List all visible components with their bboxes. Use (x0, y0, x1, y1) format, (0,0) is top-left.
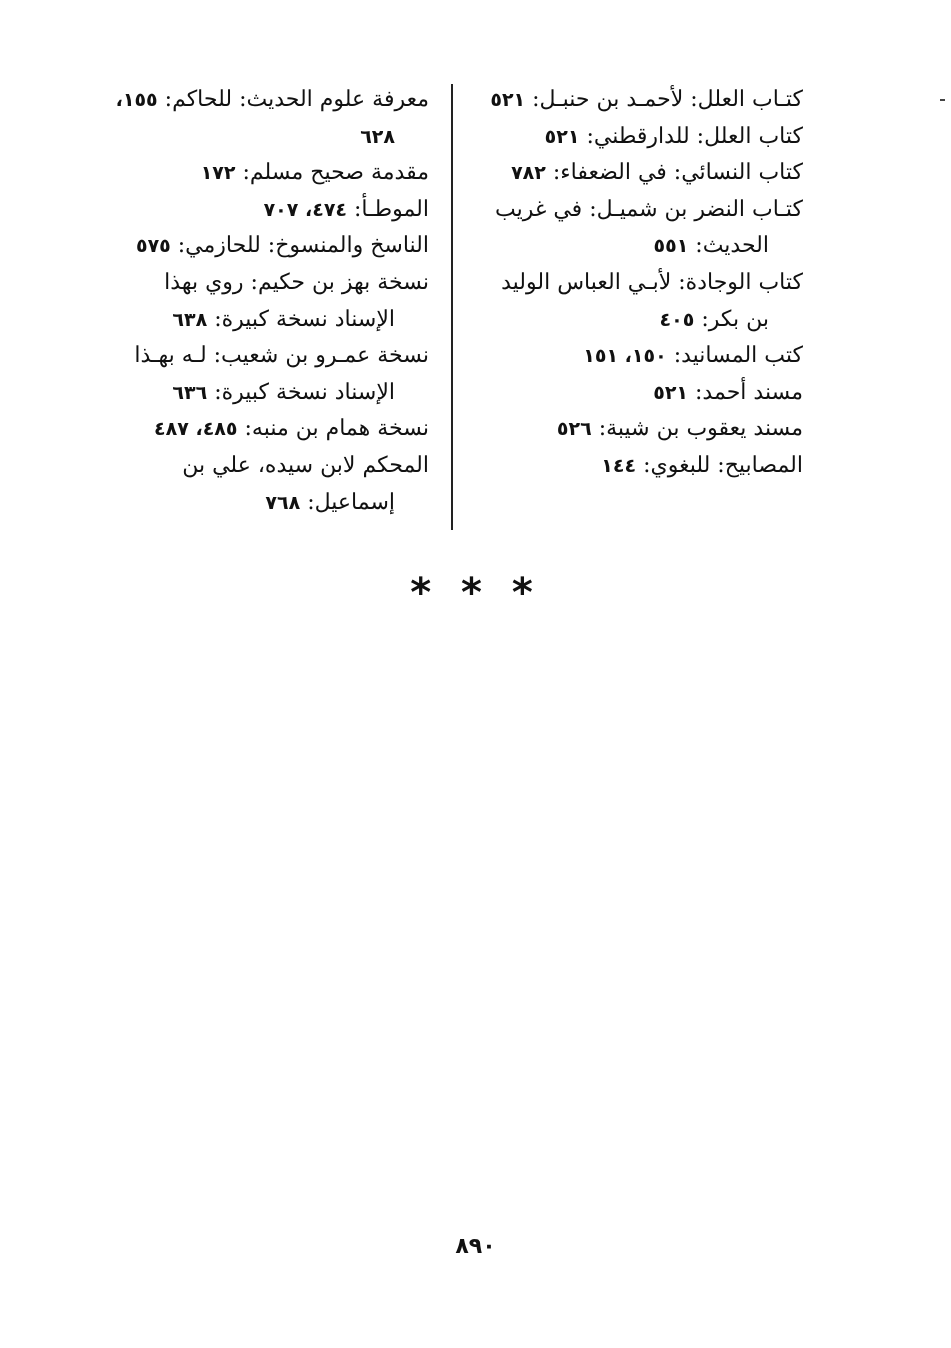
entry-title: مسند أحمد: (695, 379, 803, 405)
index-entry (107, 228, 429, 265)
entry-pages: ١٥٠، ١٥١ (583, 345, 667, 368)
page-number: ٨٩٠ (455, 1234, 496, 1259)
index-entry (473, 82, 803, 119)
entry-title: كتـاب العلل: لأحمـد بن حنبـل: (532, 87, 803, 112)
entry-pages: ٧٦٨ (265, 491, 301, 514)
entry-pages: ٤٨٥، ٤٨٧ (154, 418, 238, 441)
entry-pages: ٦٣٨ (172, 308, 208, 331)
scan-edge-mark (940, 99, 945, 101)
entry-pages: ٥٥١ (653, 235, 689, 258)
entry-title: مقدمة صحيح مسلم: (242, 160, 429, 186)
entry-pages: ٥٢٦ (556, 418, 592, 441)
index-entry (107, 155, 429, 192)
entry-pages: ٤٧٤، ٧٠٧ (263, 198, 348, 221)
entry-pages: ٤٠٥ (659, 308, 695, 331)
section-separator: * * * (410, 570, 541, 616)
index-entry (473, 338, 803, 375)
entry-pages: ٥٢١ (653, 381, 689, 404)
index-column-left (107, 82, 429, 521)
entry-title: كتـاب النضر بن شميـل: في غريب الحديث: (494, 196, 803, 259)
entry-title: نسخة عمـرو بن شعيب: لـه بهـذا الإسناد نسخة كبيرة: (134, 343, 429, 405)
entry-title: كتاب النسائي: في الضعفاء: (552, 160, 803, 186)
entry-pages: ٥٢١ (490, 89, 526, 111)
entry-title: نسخة همام بن منبه: (244, 416, 429, 442)
index-column-right (473, 82, 803, 485)
index-entry (107, 265, 429, 338)
entry-pages: ١٧٢ (200, 162, 236, 185)
index-entry (107, 411, 429, 448)
entry-title: كتاب الوجادة: لأبـي العباس الوليد بن بكر: (501, 269, 803, 332)
entry-title: معرفة علوم الحديث: للحاكم: (164, 87, 429, 112)
entry-title: مسند يعقوب بن شيبة: (598, 416, 803, 442)
entry-pages: ١٤٤ (601, 454, 637, 477)
column-divider (451, 84, 453, 530)
index-entry (107, 448, 429, 521)
index-entry (473, 375, 803, 412)
entry-title: كتب المسانيد: (673, 343, 803, 369)
entry-title: الناسخ والمنسوخ: للحازمي: (177, 233, 429, 259)
index-entry (107, 82, 429, 155)
index-entry (473, 192, 803, 265)
entry-pages: ٧٨٢ (511, 162, 546, 185)
entry-title: نسخة بهز بن حكيم: روي بهذا الإسناد نسخة كبيرة: (164, 269, 429, 332)
index-entry (473, 265, 803, 338)
index-entry (473, 411, 803, 448)
index-entry (107, 338, 429, 411)
entry-title: المصابيح: للبغوي: (643, 452, 803, 478)
entry-pages: ٥٢١ (544, 125, 580, 148)
entry-pages: ٦٣٦ (172, 381, 208, 404)
entry-pages: ١٥٥، ٦٢٨ (115, 89, 395, 148)
index-entry (473, 448, 803, 485)
entry-title: المحكم لابن سيده، علي بن إسماعيل: (182, 452, 429, 515)
entry-pages: ٥٧٥ (135, 235, 171, 258)
entry-title: كتاب العلل: للدارقطني: (586, 123, 803, 149)
index-entry (473, 155, 803, 192)
index-entry (107, 192, 429, 229)
entry-title: الموطـأ: (354, 196, 429, 222)
index-entry (473, 119, 803, 156)
